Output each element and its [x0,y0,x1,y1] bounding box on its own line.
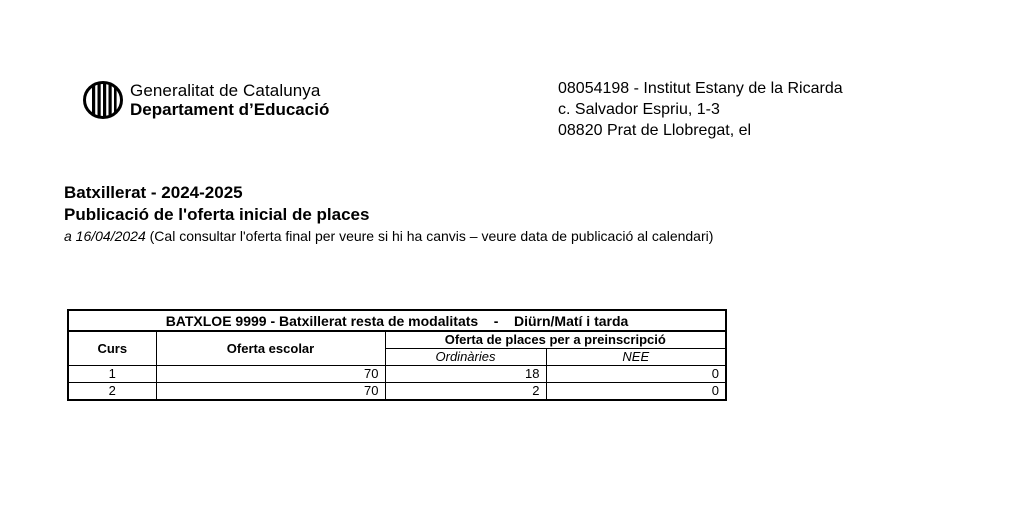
page-subtitle: Publicació de l'oferta inicial de places [64,205,370,224]
generalitat-logo [83,81,329,119]
cell-ordinaries: 18 [385,366,546,383]
page-title: Batxillerat - 2024-2025 [64,183,243,202]
cell-curs: 2 [68,383,156,401]
publication-note-text: (Cal consultar l'oferta final per veure si hi ha canvis – veure data de publicació al calendari) [145,228,714,244]
header-curs: Curs [68,331,156,366]
header-nee: NEE [546,349,726,366]
cell-ordinaries: 2 [385,383,546,401]
school-city: 08820 Prat de Llobregat, el [558,122,752,139]
cell-nee: 0 [546,383,726,401]
cell-curs: 1 [68,366,156,383]
header-oferta-places: Oferta de places per a preinscripció [385,331,726,349]
table-title: BATXLOE 9999 - Batxillerat resta de modalitats - Diürn/Matí i tarda [68,310,726,331]
table-row [68,366,726,383]
places-offer-table [67,309,727,401]
cell-nee: 0 [546,366,726,383]
table-row [68,383,726,401]
header-oferta-escolar: Oferta escolar [156,331,385,366]
logo-generalitat-text: Generalitat de Catalunya [130,81,321,100]
document-heading [64,182,713,246]
generalitat-emblem-icon [83,81,123,119]
logo-department-text: Departament d’Educació [130,100,330,119]
cell-oferta: 70 [156,366,385,383]
school-address [558,78,843,141]
header-ordinaries: Ordinàries [385,349,546,366]
school-street: c. Salvador Espriu, 1-3 [558,101,720,118]
publication-date: a 16/04/2024 [64,228,146,244]
school-name: 08054198 - Institut Estany de la Ricarda [558,80,843,97]
cell-oferta: 70 [156,383,385,401]
publication-note [64,227,713,246]
